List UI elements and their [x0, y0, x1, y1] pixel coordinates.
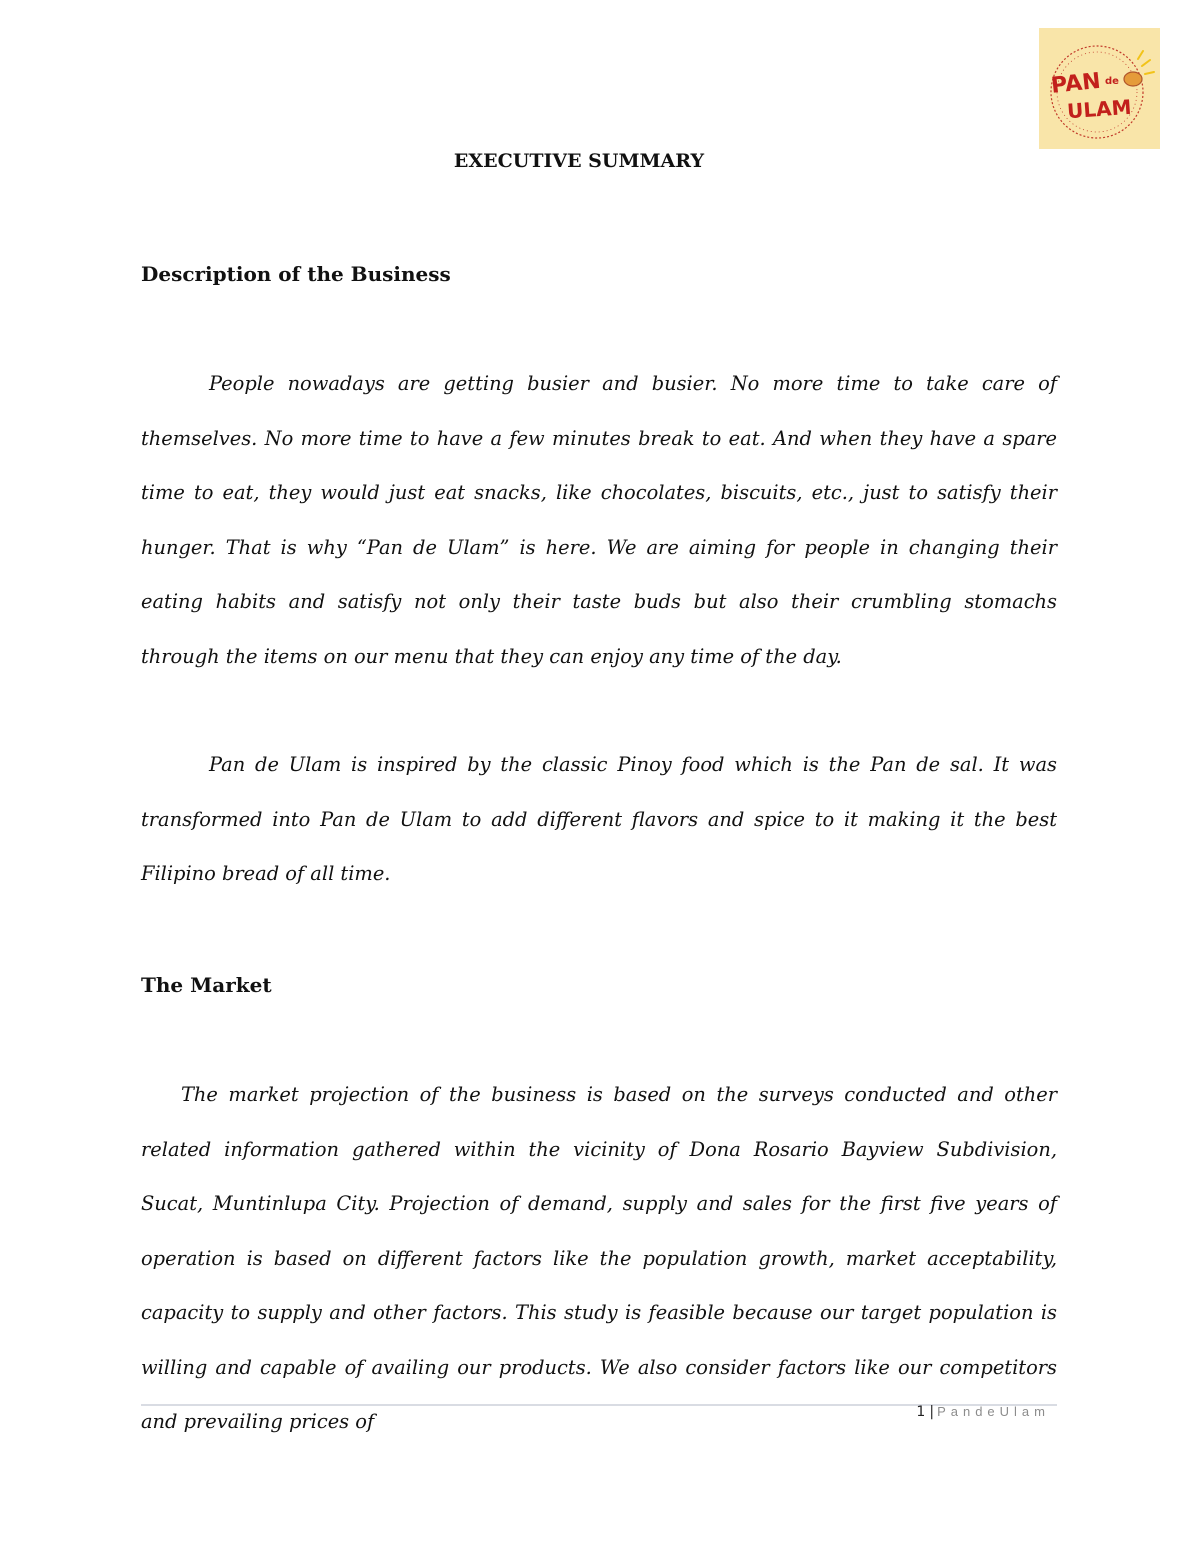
svg-text:ULAM: ULAM [1066, 94, 1133, 124]
footer-document-name: PandeUlam [937, 1404, 1050, 1419]
section-heading-description: Description of the Business [141, 262, 451, 286]
description-paragraph-1: People nowadays are getting busier and busier. No more time to take care of themselves. No more time to have a few minutes break to eat. And when they have a spare time to eat, they would just eat snacks, like chocolates, biscuits, etc., just to satisfy their hunger. That is why “Pan de Ulam” is here. We are aiming for people in changing their eating habits and satisfy not only their taste buds but also their crumbling stomachs through the items on our menu that they can enjoy any time of the day. [141, 372, 1057, 668]
footer-separator: | [929, 1404, 935, 1420]
page-number: 1 [916, 1404, 926, 1420]
market-paragraph-1: The market projection of the business is based on the surveys conducted and other related information gathered within the vicinity of Dona Rosario Bayview Subdivision, Sucat, Muntinlupa City. Projection of demand, supply and sales for the first five years of operation is based on different factors like the population growth, market acceptability, capacity to supply and other factors. This study is feasible because our target population is willing and capable of availing our products. We also consider factors like our competitors and prevailing prices of [141, 1083, 1057, 1433]
pan-de-ulam-logo [1039, 28, 1160, 149]
document-title: EXECUTIVE SUMMARY [453, 150, 705, 172]
svg-text:PAN: PAN [1049, 68, 1102, 99]
page-footer [916, 1404, 1050, 1420]
section-heading-market: The Market [141, 973, 272, 997]
svg-text:de: de [1105, 76, 1119, 87]
description-paragraph-2: Pan de Ulam is inspired by the classic Pinoy food which is the Pan de sal. It was transformed into Pan de Ulam to add different flavors and spice to it making it the best Filipino bread of all time. [141, 753, 1057, 885]
